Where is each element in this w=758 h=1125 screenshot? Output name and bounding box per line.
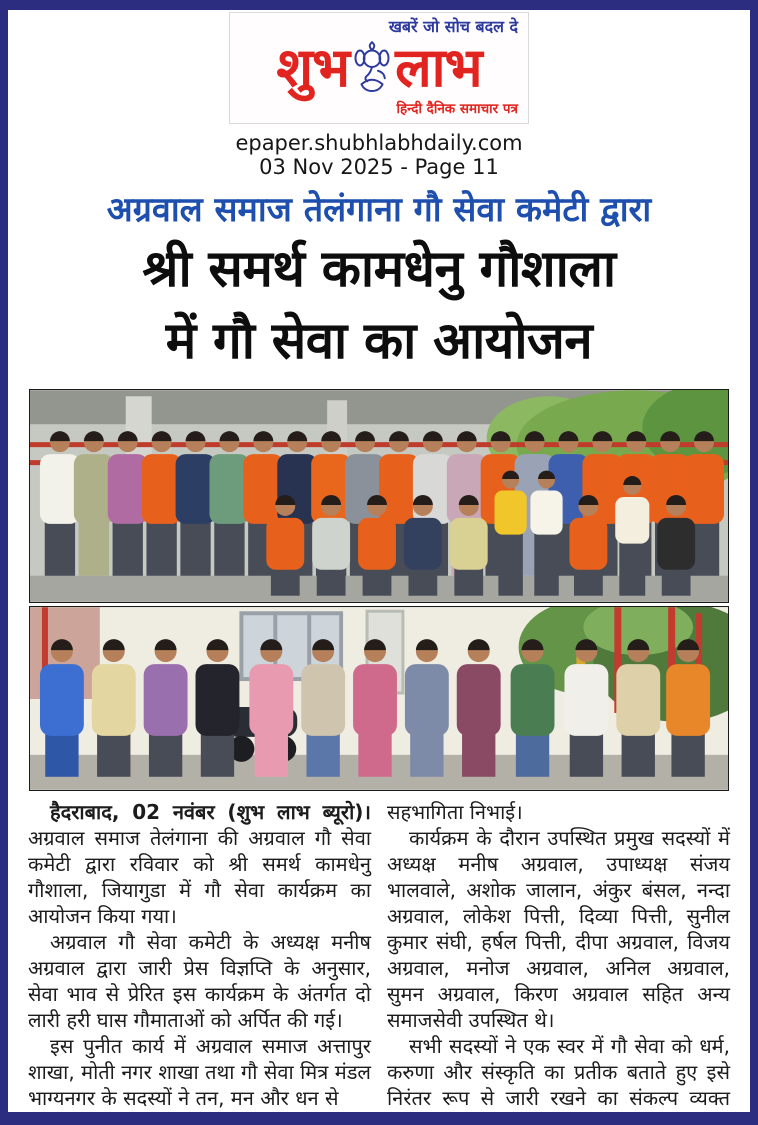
article-paragraph: कार्यक्रम के दौरान उपस्थित प्रमुख सदस्यों में अध्यक्ष मनीष अग्रवाल, उपाध्यक्ष संजय भालवाले, अशोक जालान, अंकुर बंसल, नन्दा अग्रवाल, लोकेश पित्ती, दिव्या पित्ती, सुनील कुमार संघी, हर्षल पित्ती, दीपा अग्रवाल, विजय अग्रवाल, मनोज अग्रवाल, अनिल अग्रवाल, सुमन अग्रवाल, किरण अग्रवाल सहित अन्य समाजसेवी उपस्थित थे। <box>387 826 730 1033</box>
masthead <box>229 12 529 124</box>
ganesha-logo-icon <box>351 37 393 101</box>
masthead-tagline-top: खबरें जो सोच बदल दे <box>388 17 518 36</box>
article-paragraph: सहभागिता निभाई। <box>387 800 523 825</box>
masthead-title-word2: लाभ <box>395 36 482 100</box>
kicker-headline: अग्रवाल समाज तेलंगाना गौ सेवा कमेटी द्वारा <box>106 190 652 231</box>
article-paragraph: अग्रवाल गौ सेवा कमेटी के अध्यक्ष मनीष अग्रवाल द्वारा जारी प्रेस विज्ञप्ति के अनुसार, सेवा भाव से प्रेरित इस कार्यक्रम के अंतर्गत दो लारी हरी घास गौमाताओं को अर्पित की गई। <box>28 930 371 1033</box>
epaper-url: epaper.shubhlabhdaily.com <box>235 131 523 156</box>
article-paragraph: सभी सदस्यों ने एक स्वर में गौ सेवा को धर्म, करुणा और संस्कृति का प्रतीक बताते हुए इसे निरंतर रूप से जारी रखने का संकल्प व्यक्त किया। <box>387 1034 730 1125</box>
photo-top-group <box>29 389 729 603</box>
masthead-title <box>240 37 518 101</box>
main-headline-line1: श्री समर्थ कामधेनु गौशाला <box>142 240 616 300</box>
photo-bottom-group <box>29 606 729 791</box>
masthead-title-word1: शुभ <box>276 36 350 100</box>
article-paragraph: हैदराबाद, 02 नवंबर (शुभ लाभ ब्यूरो)। अग्रवाल समाज तेलंगाना की अग्रवाल गौ सेवा कमेटी द्वारा रविवार को श्री समर्थ कामधेनु गौशाला, जियागुडा में गौ सेवा कार्यक्रम का आयोजन किया गया। <box>28 800 371 929</box>
article-body <box>28 799 730 1125</box>
dateline: हैदराबाद, 02 नवंबर (शुभ लाभ ब्यूरो)। <box>50 800 371 825</box>
article-column-2 <box>387 799 730 1125</box>
masthead-tagline-bottom: हिन्दी दैनिक समाचार पत्र <box>396 100 518 117</box>
edition-date-page: 03 Nov 2025 - Page 11 <box>259 155 499 180</box>
main-headline-line2: में गौ सेवा का आयोजन <box>165 312 593 372</box>
article-paragraph: इस पुनीत कार्य में अग्रवाल समाज अत्तापुर शाखा, मोती नगर शाखा तथा गौ सेवा मित्र मंडल भाग्यनगर के सदस्यों ने तन, मन और धन से <box>28 1034 371 1111</box>
photo-block <box>29 389 729 791</box>
main-headline <box>8 234 750 378</box>
article-column-1 <box>28 799 371 1125</box>
